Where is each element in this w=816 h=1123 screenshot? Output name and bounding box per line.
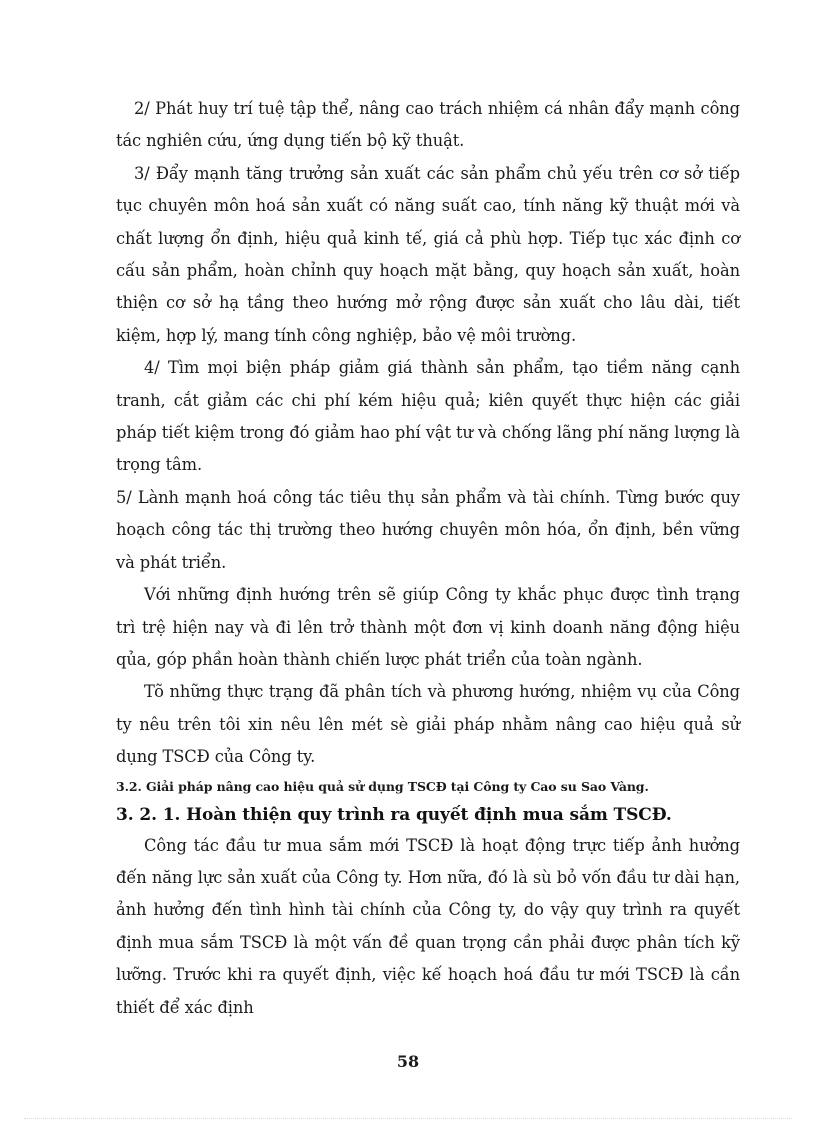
page-bottom-divider (24, 1118, 792, 1119)
paragraph-intro-solutions: Tõ những thực trạng đã phân tích và phương hướng, nhiệm vụ của Công ty nêu trên tôi xin nêu lên mét sè giải pháp nhằm nâng cao hiệu quả sử dụng TSCĐ của Công ty. (116, 682, 740, 767)
paragraph-item-4: 4/ Tìm mọi biện pháp giảm giá thành sản phẩm, tạo tiềm năng cạnh tranh, cắt giảm các chi phí kém hiệu quả; kiên quyết thực hiện các giải pháp tiết kiệm trong đó giảm hao phí vật tư và chống lãng phí năng lượng là trọng tâm. (116, 358, 740, 475)
paragraph-item-3: 3/ Đẩy mạnh tăng trưởng sản xuất các sản phẩm chủ yếu trên cơ sở tiếp tục chuyên môn hoá sản xuất có năng suất cao, tính năng kỹ thuật mới và chất lượng ổn định, hiệu quả kinh tế, giá cả phù hợp. Tiếp tục xác định cơ cấu sản phẩm, hoàn chỉnh quy hoạch mặt bằng, quy hoạch sản xuất, hoàn thiện cơ sở hạ tầng theo hướng mở rộng được sản xuất cho lâu dài, tiết kiệm, hợp lý, mang tính công nghiệp, bảo vệ môi trường. (116, 163, 740, 345)
section-heading: 3.2. Giải pháp nâng cao hiệu quả sử dụng TSCĐ tại Công ty Cao su Sao Vàng. (116, 778, 649, 794)
page-number: 58 (396, 1052, 420, 1071)
paragraph-item-2: 2/ Phát huy trí tuệ tập thể, nâng cao trách nhiệm cá nhân đẩy mạnh công tác nghiên cứu, ứng dụng tiến bộ kỹ thuật. (116, 99, 740, 151)
subsection-heading: 3. 2. 1. Hoàn thiện quy trình ra quyết định mua sắm TSCĐ. (116, 804, 672, 825)
paragraph-item-5: 5/ Lành mạnh hoá công tác tiêu thụ sản phẩm và tài chính. Từng bước quy hoạch công tác thị trường theo hướng chuyên môn hóa, ổn định, bền vững và phát triển. (116, 487, 740, 572)
body-text (116, 93, 740, 1024)
paragraph-orientation-summary: Với những định hướng trên sẽ giúp Công ty khắc phục được tình trạng trì trệ hiện nay và đi lên trở thành một đơn vị kinh doanh năng động hiệu qủa, góp phần hoàn thành chiến lược phát triển của toàn ngành. (116, 585, 740, 669)
paragraph-investment-process: Công tác đầu tư mua sắm mới TSCĐ là hoạt động trực tiếp ảnh hưởng đến năng lực sản xuất của Công ty. Hơn nữa, đó là sù bỏ vốn đầu tư dài hạn, ảnh hưởng đến tình hình tài chính của Công ty, do vậy quy trình ra quyết định mua sắm TSCĐ là một vấn đề quan trọng cần phải được phân tích kỹ lưỡng. Trước khi ra quyết định, việc kế hoạch hoá đầu tư mới TSCĐ là cần thiết để xác định (116, 835, 740, 1017)
